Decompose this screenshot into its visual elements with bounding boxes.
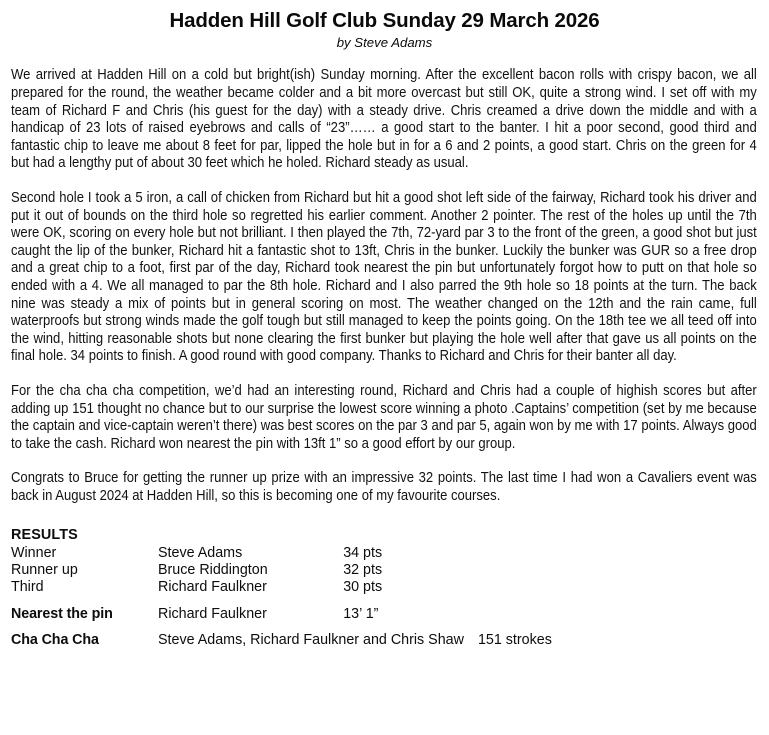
byline: by Steve Adams [336, 34, 433, 50]
nearest-the-pin-name: Richard Faulkner [158, 605, 267, 622]
page-title: Hadden Hill Golf Club Sunday 29 March 2026 [169, 9, 600, 32]
table-row-nearest-the-pin [11, 597, 552, 623]
article-body [0, 67, 769, 505]
results-table [11, 545, 552, 650]
result-value: 34 pts [343, 544, 383, 561]
paragraph: Congrats to Bruce for getting the runner up prize with an impressive 32 points. The last time I had won a Cavaliers event was back in August 2024 at Hadden Hill, so this is becoming one of my favourite courses. [11, 470, 757, 504]
nearest-the-pin-value: 13’ 1” [343, 605, 379, 622]
paragraph: Second hole I took a 5 iron, a call of chicken from Richard but hit a good shot left side of the fairway, Richard took his driver and put it out of bounds on the third hole so regretted his earlier comment. Another 2 pointer. The rest of the holes up until the 7th were OK, scoring on every hole but not brilliant. I then played the 7th, 72-yard par 3 to the front of the green, a good shot but just caught the lip of the bunker, Richard hit a fantastic shot to 13ft, Chris in the bunker. Luckily the bunker was GUR so a free drop and a great chip to a foot, first par of the day, Richard took nearest the pin but unfortunately forgot how to putt on that hole so ended with a 4. We all managed to par the 8th hole. Richard and I also parred the 9th hole so 18 points at the turn. The back nine was steady a mix of points but in general scoring on most. The weather changed on the 12th and the rain came, full waterproofs but strong winds made the golf tough but still managed to keep the points going. On the 18th tee we all teed off into the wind, hitting reasonable shots but none clearing the first bunker but playing the hole well after that gave us all points on the final hole. 34 points to finish. A good round with good company. Thanks to Richard and Chris for their banter all day. [11, 190, 757, 365]
table-row-cha-cha-cha [11, 623, 552, 649]
result-label: Third [11, 579, 44, 596]
result-label: Winner [11, 544, 57, 561]
cha-cha-cha-entry [158, 623, 552, 649]
nearest-the-pin-label: Nearest the pin [11, 605, 113, 622]
result-name: Bruce Riddington [158, 561, 268, 578]
cha-cha-cha-value: 151 strokes [477, 632, 552, 649]
result-name: Richard Faulkner [158, 579, 267, 596]
results-section [0, 527, 769, 650]
paragraph: For the cha cha cha competition, we’d had an interesting round, Richard and Chris had a couple of highish scores but after adding up 151 thought no chance but to our surprise the lowest score winning a photo .Captains’ competition (set by me because the captain and vice-captain weren’t there) was best scores on the par 3 and par 5, again won by me with 17 points. Always good to take the cash. Richard won nearest the pin with 13ft 1” so a good effort by our group. [11, 382, 757, 452]
result-value: 32 pts [343, 561, 383, 578]
table-row [11, 579, 552, 596]
cha-cha-cha-name: Steve Adams, Richard Faulkner and Chris Shaw [158, 632, 464, 649]
results-heading: RESULTS [11, 526, 78, 543]
cha-cha-cha-label: Cha Cha Cha [11, 632, 99, 649]
result-name: Steve Adams [158, 544, 243, 561]
paragraph: We arrived at Hadden Hill on a cold but bright(ish) Sunday morning. After the excellent bacon rolls with crispy bacon, we all prepared for the round, the weather became colder and a bit more overcast but still OK, quite a strong wind. I set off with my team of Richard F and Chris (his guest for the day) with a steady drive. Chris creamed a drive down the middle and with a handicap of 23 lots of raised eyebrows and calls of “23”…… a good start to the banter. I hit a poor second, good third and fantastic chip to leave me about 8 feet for par, lipped the hole but in for a 6 and 2 points, a good start. Chris on the green for 4 but had a lengthy put of about 30 feet which he holed. Richard steady as usual. [11, 67, 757, 172]
result-label: Runner up [11, 561, 78, 578]
table-row [11, 562, 552, 579]
result-value: 30 pts [343, 579, 383, 596]
table-row [11, 545, 552, 562]
